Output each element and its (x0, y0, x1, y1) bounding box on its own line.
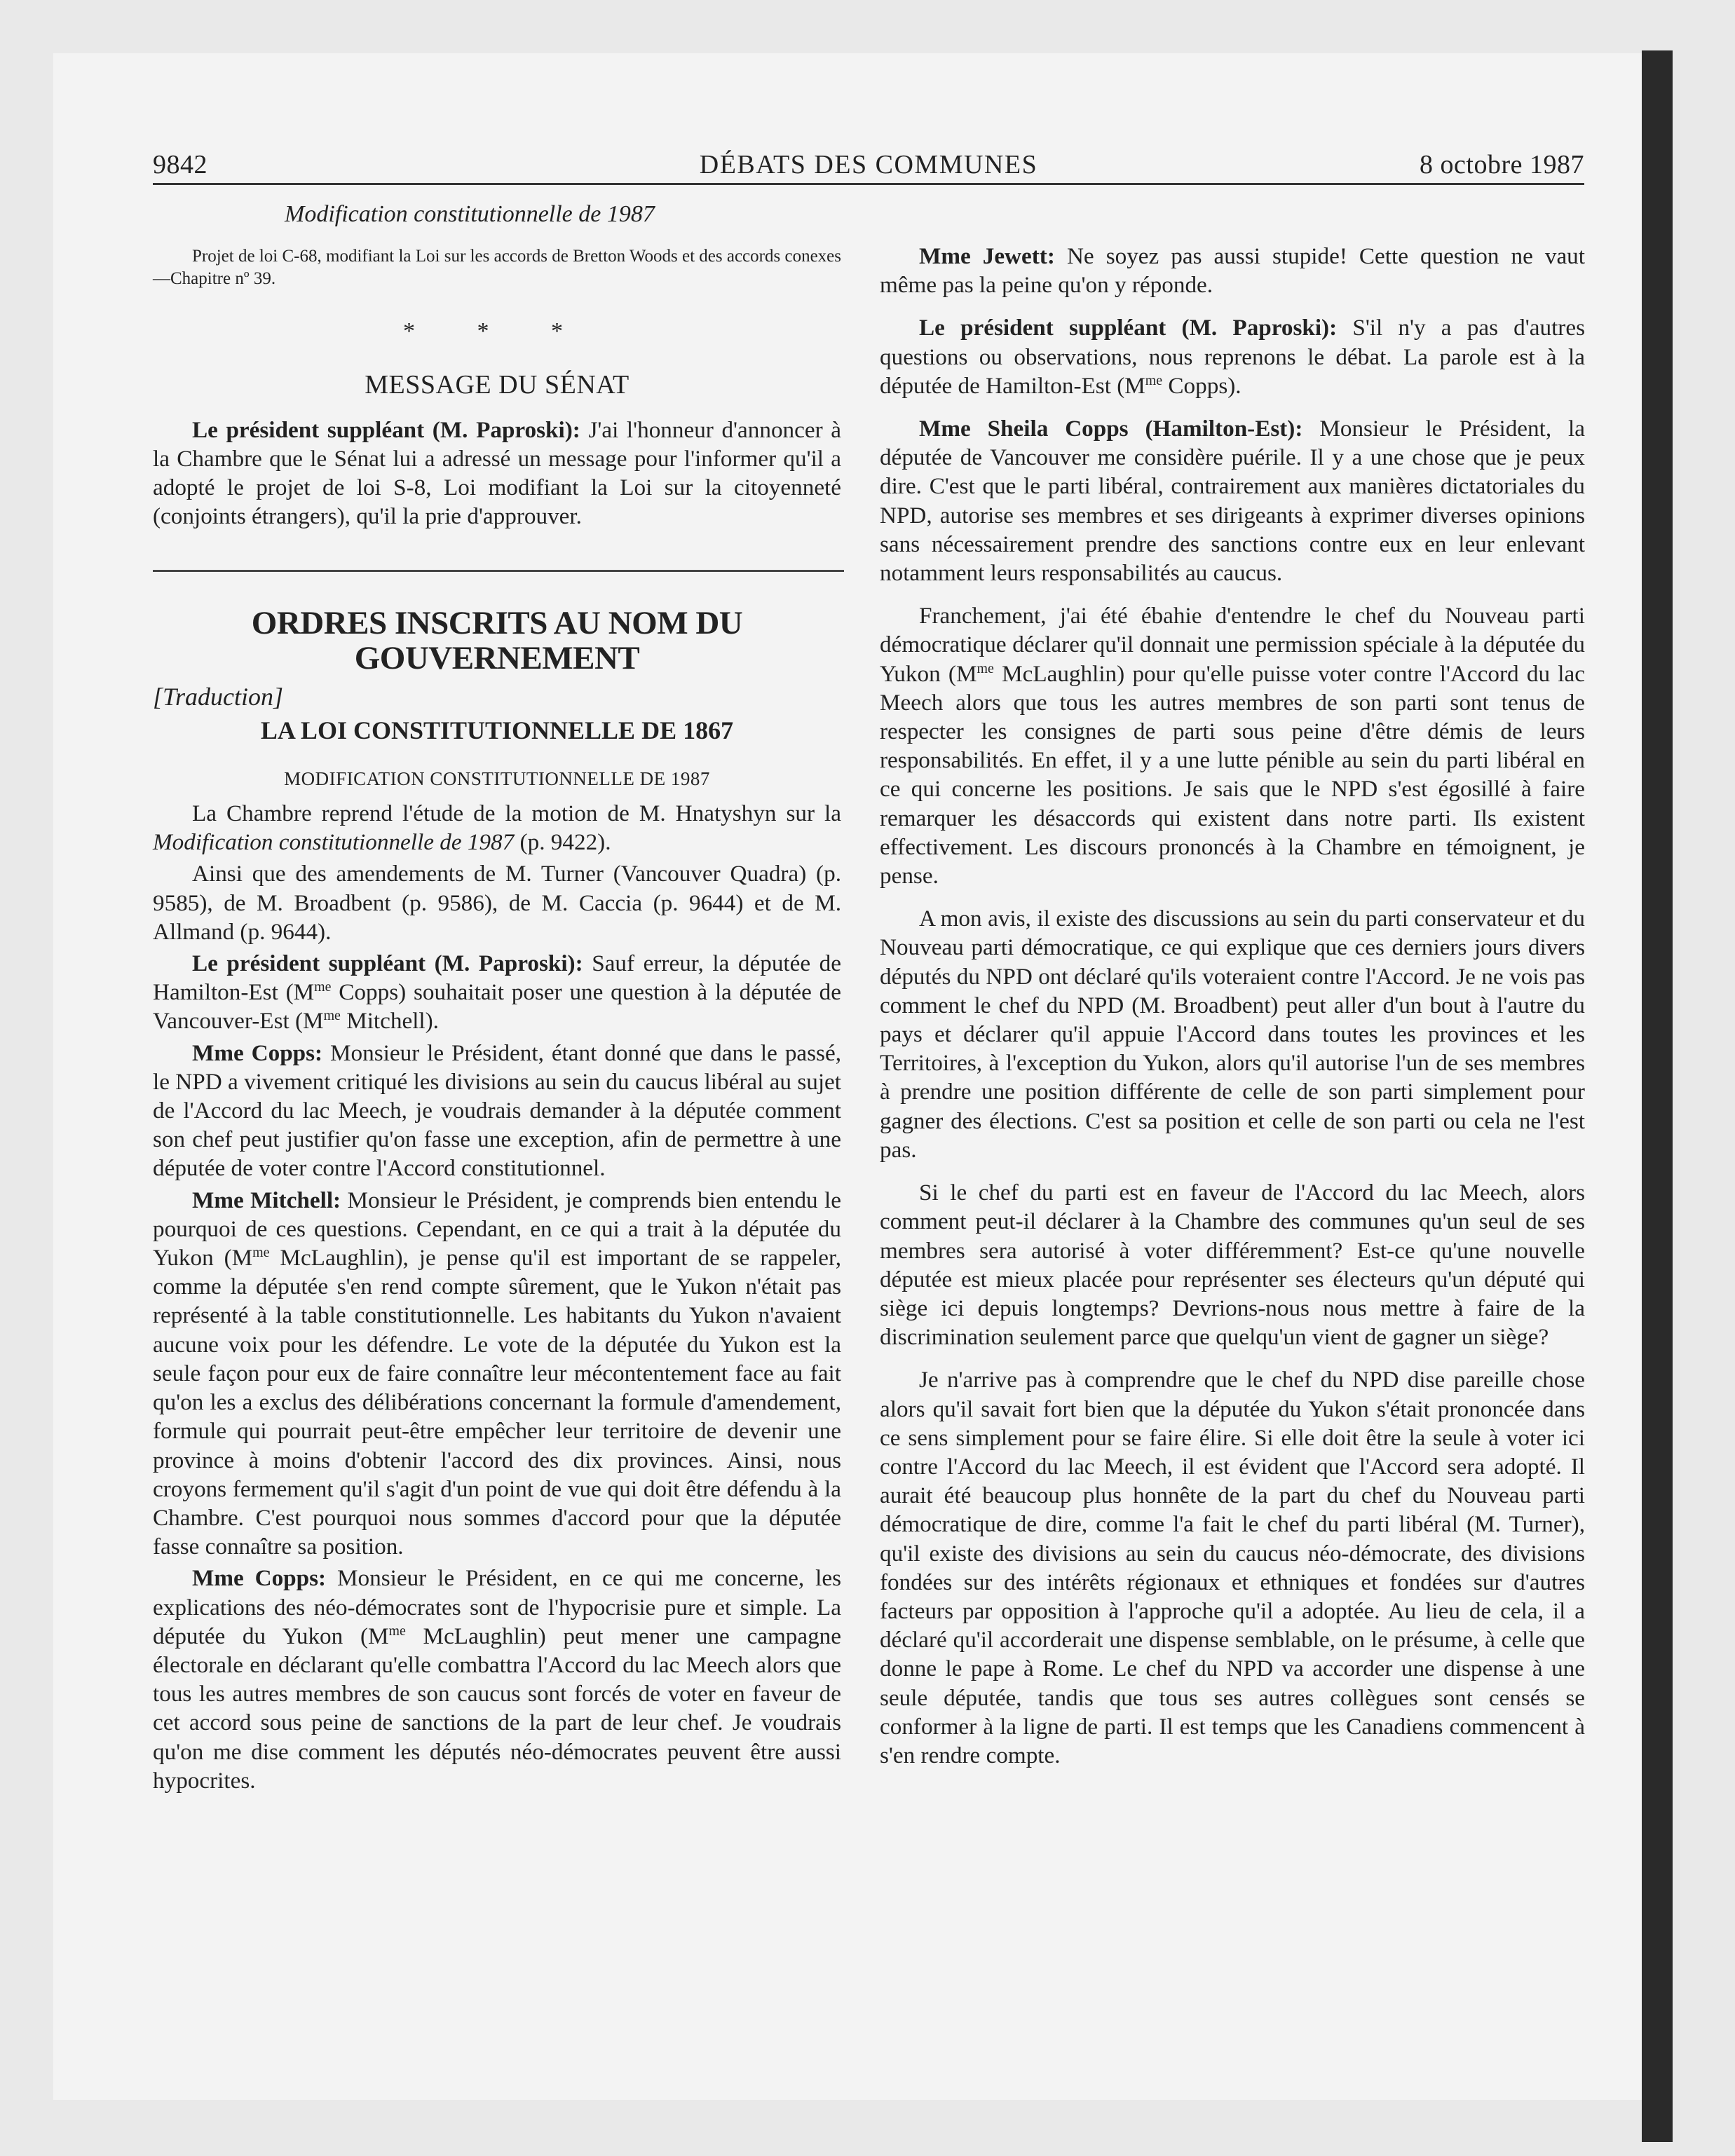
modification-heading: MODIFICATION CONSTITUTIONNELLE DE 1987 (284, 767, 710, 789)
paragraph: La Chambre reprend l'étude de la motion de M. Hnatyshyn sur la Modification constitutionnelle de 1987 (p. 9422). (153, 800, 841, 856)
scan-edge-bar (1642, 50, 1673, 2142)
paragraph: Le président suppléant (M. Paproski): Sauf erreur, la députée de Hamilton-Est ($M^{me}$ Copps) souhaitait poser une question à la députée de Vancouver-Est ($M^{me}$ Mitchell). (153, 950, 842, 1035)
paragraph: Franchement, j'ai été ébahie d'entendre le chef du Nouveau parti démocratique déclarer qu'il donnait une permission spéciale à la députée du Yukon ($M^{me}$ McLaughlin) pour qu'elle puisse voter contre l'Accord du lac Meech alors que tous les autres membres de son parti sont tenus de respecter les consignes de parti sous peine d'être démis de leurs responsabilités. En effet, il y a une lutte pénible au sein du parti libéral en ce qui concerne les positions. Je sais que le NPD s'est égosillé à faire remarquer les désaccords qui existent dans notre parti. Ils existent effectivement. Les discours prononcés à la Chambre en témoignent, je pense. (880, 603, 1585, 889)
paragraph: A mon avis, il existe des discussions au sein du parti conservateur et du Nouveau parti démocratique, ce qui explique que ces derniers jours divers députés du NPD ont déclaré qu'ils voteraient contre l'Accord. Je ne vois pas comment le chef du NPD (M. Broadbent) peut aller d'un bout à l'autre du pays et déclarer qu'il appuie l'Accord dans toutes les provinces et les Territoires, à l'exception du Yukon, alors qu'il autorise l'un de ses membres à prendre une position différente de celle de son parti simplement pour gagner des élections. C'est sa position et celle de son parti ou cela ne l'est pas. (880, 906, 1585, 1163)
paragraph: Le président suppléant (M. Paproski): S'il n'y a pas d'autres questions ou observations, nous reprenons le débat. La parole est à la députée de Hamilton-Est ($M^{me}$ Copps). (880, 315, 1585, 399)
paragraph: Mme Mitchell: Monsieur le Président, je comprends bien entendu le pourquoi de ces questions. Cependant, en ce qui a trait à la députée du Yukon ($M^{me}$ McLaughlin), je pense qu'il est important de se rappeler, comme la députée s'en rend compte sûrement, que le Yukon n'était pas représenté à la table constitutionnelle. Les habitants du Yukon n'avaient aucune voix pour les défendre. Le vote de la députée du Yukon est la seule façon pour eux de faire connaître leur mécontentement face au fait qu'on les a exclus des délibérations concernant la formule d'amendement, formule qui pourrait peut-être empêcher leur territoire de devenir une province à moins d'obtenir l'accord des dix provinces. Ainsi, nous croyons fermement qu'il s'agit d'un point de vue qui doit être défendu à la Chambre. C'est pourquoi nous sommes d'accord pour que la députée fasse connaître sa position. (153, 1187, 841, 1560)
speaker-name: Mme Copps: (192, 1565, 327, 1592)
speaker-name: Mme Jewett: (919, 243, 1055, 269)
left-column (153, 200, 841, 1798)
paragraph: Mme Copps: Monsieur le Président, étant donné que dans le passé, le NPD a vivement critiqué les divisions au sein du caucus libéral au sujet de l'Accord du lac Meech, je voudrais demander à la députée comment son chef peut justifier qu'on fasse une exception, afin de permettre à une députée de voter contre l'Accord constitutionnel. (153, 1039, 841, 1182)
section-rule (153, 570, 844, 572)
paragraph: Ainsi que des amendements de M. Turner (Vancouver Quadra) (p. 9585), de M. Broadbent (p. 9586), de M. Caccia (p. 9644) et de M. Allmand (p. 9644). (153, 861, 841, 945)
paragraph: Le président suppléant (M. Paproski): J'ai l'honneur d'annoncer à la Chambre que le Sénat lui a adressé un message pour l'informer qu'il a adopté le projet de loi S-8, Loi modifiant la Loi sur la citoyenneté (conjoints étrangers), qu'il la prie d'approuver. (153, 416, 841, 530)
running-header (153, 149, 1584, 185)
message-heading: MESSAGE DU SÉNAT (365, 370, 630, 400)
right-column (880, 242, 1585, 1784)
publication-date: 8 octobre 1987 (1420, 150, 1584, 179)
speaker-name: Mme Mitchell: (192, 1187, 341, 1213)
speaker-name: Le président suppléant (M. Paproski): (192, 416, 580, 443)
paragraph: Mme Jewett: Ne soyez pas aussi stupide! Cette question ne vaut même pas la peine qu'on y réponde. (880, 243, 1585, 299)
paragraph: Je n'arrive pas à comprendre que le chef du NPD dise pareille chose alors qu'il savait fort bien que la députée du Yukon s'était prononcée dans ce sens simplement pour se faire élire. Si elle doit être la seule à voter ici contre l'Accord du lac Meech, il est évident que l'Accord sera adopté. Il aurait été beaucoup plus honnête de la part du chef du Nouveau parti démocratique de dire, comme l'a fait le chef du parti libéral (M. Turner), qu'il existe des divisions au sein du caucus néo-démocrate, des divisions fondées sur des intérêts régionaux et ethniques et fondées sur d'autres facteurs par opposition à l'approche qu'il a adoptée. Au lieu de cela, il a déclaré qu'il accorderait une dispense semblable, on le présume, à celle que donne le pape à Rome. Le chef du NPD va accorder une dispense à une seule députée, tandis que tous ses autres collègues sont censés se conformer à la ligne de parti. Il est temps que les Canadiens commencent à s'en rendre compte. (880, 1367, 1585, 1768)
speaker-name: Le président suppléant (M. Paproski): (192, 950, 583, 977)
paragraph: Mme Copps: Monsieur le Président, en ce qui me concerne, les explications des néo-démocrates sont de l'hypocrisie pure et simple. La députée du Yukon ($M^{me}$ McLaughlin) peut mener une campagne électorale en déclarant qu'elle combattra l'Accord du lac Meech alors que tous les autres membres de son caucus sont forcés de voter en faveur de cet accord sous peine de sanctions de la part de leur chef. Je voudrais qu'on me dise comment les députés néo-démocrates peuvent être aussi hypocrites. (153, 1565, 842, 1794)
traduction-label: [Traduction] (153, 683, 284, 711)
speaker-name: Mme Copps: (192, 1039, 323, 1066)
bill-note: Projet de loi C-68, modifiant la Loi sur les accords de Bretton Woods et des accords conexes—Chapitre nº 39. (153, 247, 841, 289)
speaker-name: Le président suppléant (M. Paproski): (919, 315, 1338, 341)
section-separator-stars: * * * (403, 318, 591, 345)
publication-title: DÉBATS DES COMMUNES (699, 150, 1038, 179)
paragraph: Si le chef du parti est en faveur de l'Accord du lac Meech, alors comment peut-il déclarer à la Chambre des communes qu'un seul de ses membres sera autorisé à voter différemment? Est-ce qu'une nouvelle députée est mieux placée pour représenter ses électeurs qu'un député qui siège ici depuis longtemps? Devrions-nous nous mettre à faire de la discrimination seulement parce que quelqu'un vient de gagner un siège? (880, 1180, 1585, 1351)
loi-heading: LA LOI CONSTITUTIONNELLE DE 1867 (260, 716, 734, 744)
orders-heading-line1: ORDRES INSCRITS AU NOM DU (251, 605, 743, 642)
page-number: 9842 (153, 150, 207, 179)
paragraph: Mme Sheila Copps (Hamilton-Est): Monsieur le Président, la députée de Vancouver me considère puérile. Il y a une chose que je peux dire. C'est que le parti libéral, contrairement aux manières dictatoriales du NPD, autorise ses membres et ses dirigeants à exprimer diverses opinions sans nécessairement prendre des sanctions contre eux en leur enlevant notamment leurs responsabilités au caucus. (880, 416, 1585, 587)
orders-heading-line2: GOUVERNEMENT (354, 640, 640, 677)
italic-subtitle: Modification constitutionnelle de 1987 (285, 201, 655, 227)
speaker-name: Mme Sheila Copps (Hamilton-Est): (919, 416, 1303, 442)
